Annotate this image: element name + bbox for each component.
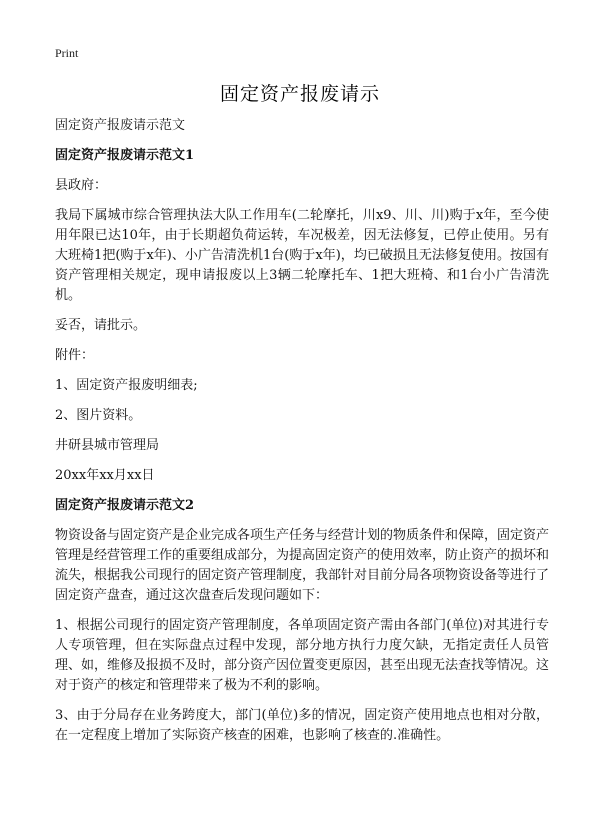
attachments-label: 附件： <box>55 348 95 363</box>
date: 20xx年xx月xx日 <box>55 468 155 483</box>
section-2-paragraph-3: 3、由于分局存在业务跨度大，部门(单位)多的情况，固定资产使用地点也相对分散，在一定程度上增加了实际资产核查的困难，也影响了核查的.准确性。 <box>55 708 549 743</box>
document-subtitle: 固定资产报废请示范文 <box>55 118 186 133</box>
section-2-heading: 固定资产报废请示范文2 <box>55 498 195 513</box>
signer: 井研县城市管理局 <box>55 438 160 453</box>
closing-request: 妥否，请批示。 <box>55 318 147 333</box>
attachment-item-1: 1、固定资产报废明细表; <box>55 378 198 393</box>
recipient: 县政府： <box>55 178 108 193</box>
section-2-paragraph-2: 1、根据公司现行的固定资产管理制度，各单项固定资产需由各部门(单位)对其进行专人专项管理，但在实际盘点过程中发现，部分地方执行力度欠缺，无指定责任人员管理、如，维修及报损不及时，部分资产因位置变更原因，甚至出现无法查找等情况。这对于资产的核定和管理带来了极为不利的影响。 <box>55 618 550 693</box>
section-1-heading: 固定资产报废请示范文1 <box>55 148 195 163</box>
attachment-item-2: 2、图片资料。 <box>55 408 142 423</box>
section-2-paragraph-1: 物资设备与固定资产是企业完成各项生产任务与经营计划的物质条件和保障，固定资产管理是经营管理工作的重要组成部分，为提高固定资产的使用效率，防止资产的损坏和流失，根据我公司现行的固定资产管理制度，我部针对目前分局各项物资设备等进行了固定资产盘查，通过这次盘查后发现问题如下： <box>55 528 550 603</box>
document-body <box>55 116 549 756</box>
document-title: 固定资产报废请示 <box>219 83 380 105</box>
print-label: Print <box>55 46 79 60</box>
section-1-body: 我局下属城市综合管理执法大队工作用车(二轮摩托，川x9、川、川)购于x年，至今使用年限已达10年，由于长期超负荷运转，车况极差，因无法修复，已停止使用。另有大班椅1把(购于x年)、小广告清洗机1台(购于x年)，均已破损且无法修复使用。按国有资产管理相关规定，现申请报废以上3辆二轮摩托车、1把大班椅、和1台小广告清洗机。 <box>55 208 549 303</box>
